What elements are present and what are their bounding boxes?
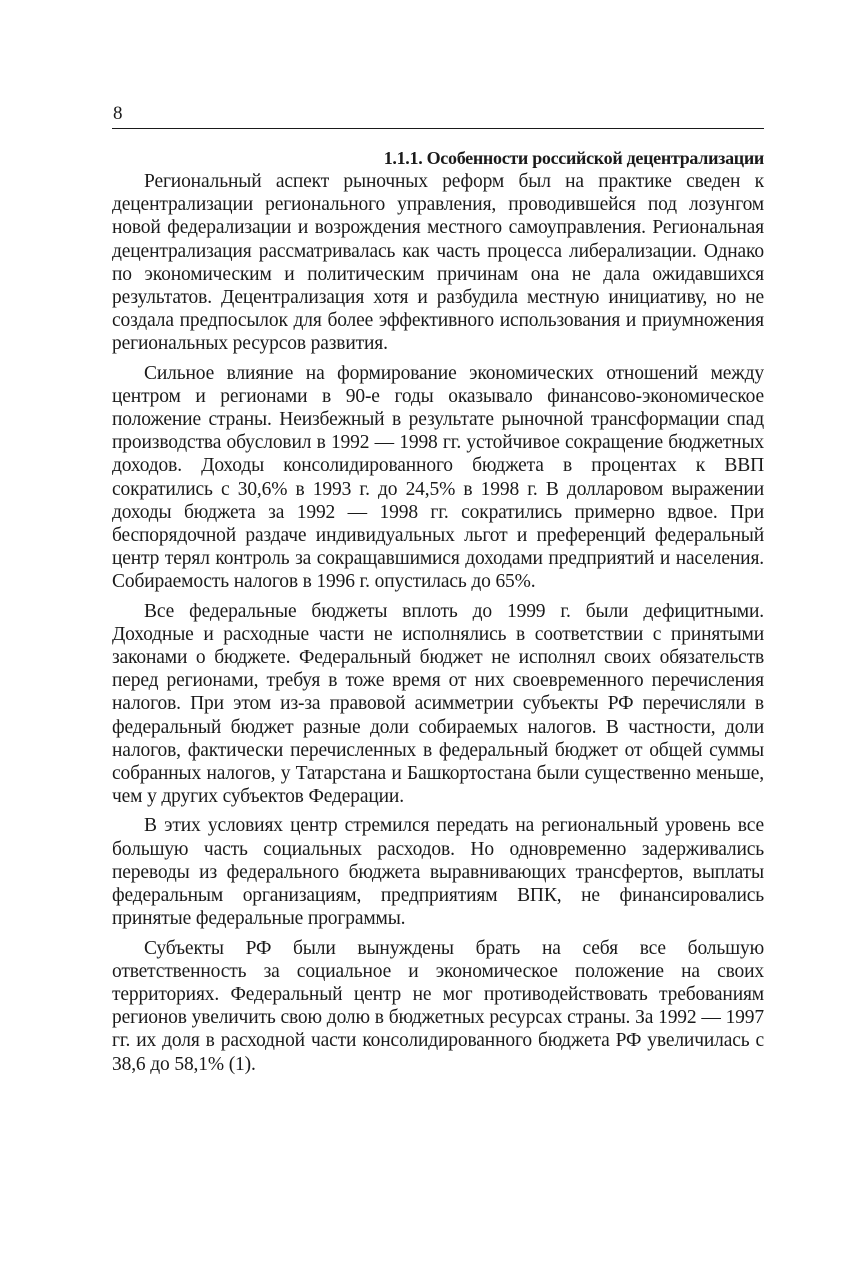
paragraph: Региональный аспект рыночных реформ был на практике сведен к децентрализации регионального управления, проводившейся под лозунгом новой федерализации и возрождения местного самоуправления. Региональная децентрализация рассматривалась как часть процесса либерализации. Однако по экономическим и политическим причинам она не дала ожидавшихся результатов. Децентрализация хотя и разбудила местную инициативу, но не создала предпосылок для более эффективного использования и приумножения региональных ресурсов развития. bbox=[112, 171, 764, 355]
paragraph: Все федеральные бюджеты вплоть до 1999 г. были дефицитными. Доходные и расходные части не исполнялись в соответствии с принятыми законами о бюджете. Федеральный бюджет не исполнял своих обязательств перед регионами, требуя в тоже время от них своевременного перечисления налогов. При этом из-за правовой асимметрии субъекты РФ перечисляли в федеральный бюджет разные доли собираемых налогов. В частности, доли налогов, фактически перечисленных в федеральный бюджет от общей суммы собранных налогов, у Татарстана и Башкортостана были существенно меньше, чем у других субъектов Федерации. bbox=[112, 600, 764, 808]
section-title: 1.1.1. Особенности российской децентрализации bbox=[383, 148, 764, 168]
page-number: 8 bbox=[113, 103, 123, 124]
body-text bbox=[112, 170, 764, 1076]
paragraph: Сильное влияние на формирование экономических отношений между центром и регионами в 90-е годы оказывало финансово-экономическое положение страны. Неизбежный в результате рыночной трансформации спад производства обусловил в 1992 — 1998 гг. устойчивое сокращение бюджетных доходов. Доходы консолидированного бюджета в процентах к ВВП сократились с 30,6% в 1993 г. до 24,5% в 1998 г. В долларовом выражении доходы бюджета за 1992 — 1998 гг. сократились примерно вдвое. При беспорядочной раздаче индивидуальных льгот и преференций федеральный центр терял контроль за сокращавшимися доходами предприятий и населения. Собираемость налогов в 1996 г. опустилась до 65%. bbox=[112, 362, 764, 593]
book-page bbox=[112, 104, 764, 1076]
header-rule bbox=[112, 128, 764, 129]
paragraph: Субъекты РФ были вынуждены брать на себя все большую ответственность за социальное и экономическое положение на своих территориях. Федеральный центр не мог противодействовать требованиям регионов увеличить свою долю в бюджетных ресурсах страны. За 1992 — 1997 гг. их доля в расходной части консолидированного бюджета РФ увеличилась с 38,6 до 58,1% (1). bbox=[112, 937, 764, 1075]
paragraph: В этих условиях центр стремился передать на региональный уровень все большую часть социальных расходов. Но одновременно задерживались переводы из федерального бюджета выравнивающих трансфертов, выплаты федеральным организациям, предприятиям ВПК, не финансировались принятые федеральные программы. bbox=[112, 815, 764, 930]
